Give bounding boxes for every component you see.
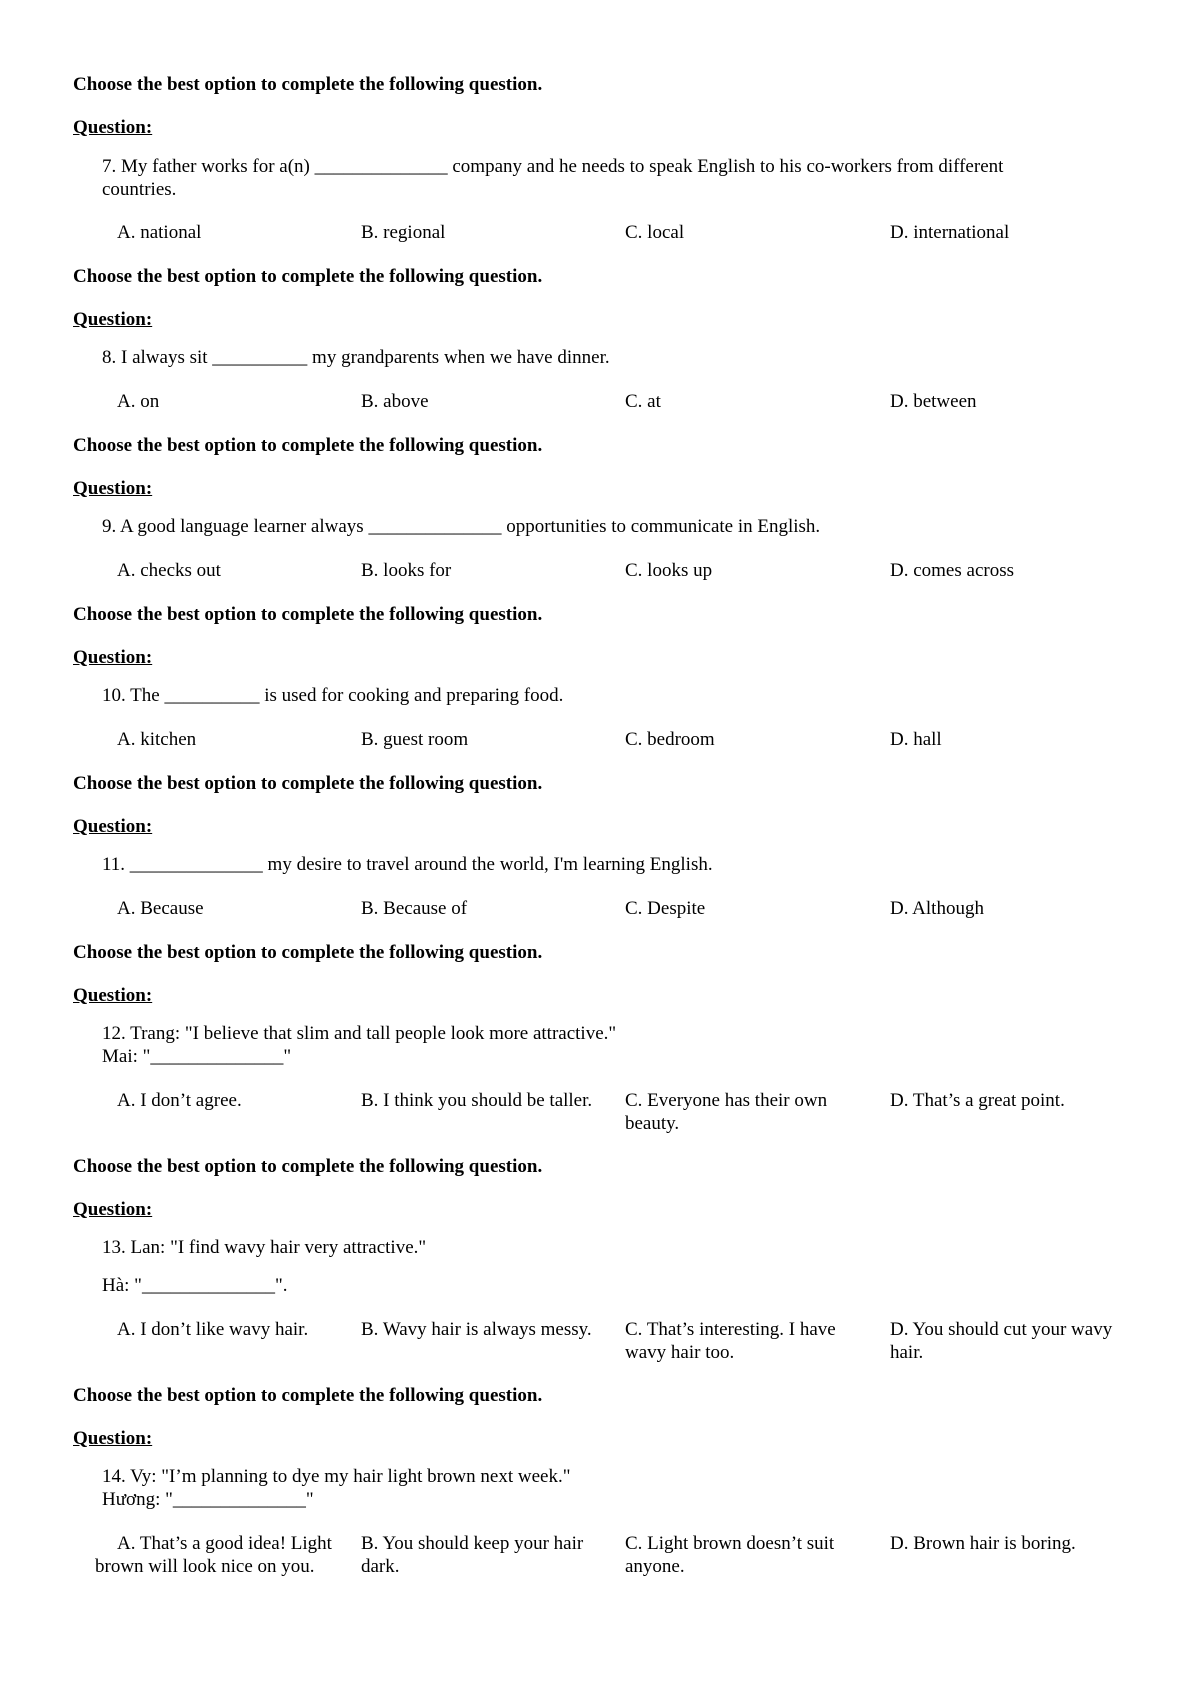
option-a[interactable]: A. kitchen [117,729,197,750]
question-stem-14 [102,1465,1102,1511]
stem-line: 13. Lan: "I find wavy hair very attractive." [102,1237,427,1258]
question-label: Question: [73,985,153,1006]
instruction: Choose the best option to complete the following question. [73,1385,543,1406]
stem-line: Hương: "______________" [102,1489,314,1510]
question-stem-13 [102,1236,1102,1297]
option-c[interactable]: C. bedroom [625,729,715,750]
option-d[interactable]: D. Although [890,898,984,919]
option-c[interactable]: C. Despite [625,898,706,919]
option-b[interactable]: B. looks for [361,560,452,581]
option-b[interactable]: B. Because of [361,898,468,919]
option-b[interactable]: B. guest room [361,729,469,750]
instruction: Choose the best option to complete the following question. [73,1156,543,1177]
option-d[interactable]: D. That’s a great point. [890,1090,1065,1111]
question-stem-9 [102,515,1102,538]
stem-line: 11. ______________ my desire to travel around the world, I'm learning English. [102,854,713,875]
option-a[interactable]: A. Because [117,898,204,919]
option-d[interactable]: D. hall [890,729,942,750]
option-c[interactable]: C. at [625,391,661,412]
option-c[interactable]: C. looks up [625,560,713,581]
option-a[interactable]: A. I don’t agree. [117,1090,242,1111]
option-a[interactable]: A. national [117,222,202,243]
stem-line: countries. [102,179,177,200]
question-label: Question: [73,647,153,668]
option-b[interactable]: B. You should keep your hair dark. [361,1533,584,1577]
option-b[interactable]: B. above [361,391,429,412]
instruction: Choose the best option to complete the following question. [73,435,543,456]
stem-line: Mai: "______________" [102,1046,292,1067]
instruction: Choose the best option to complete the following question. [73,74,543,95]
question-stem-10 [102,684,1102,707]
question-label: Question: [73,1428,153,1449]
option-a[interactable]: A. checks out [117,560,221,581]
option-d[interactable]: D. international [890,222,1010,243]
option-d[interactable]: D. comes across [890,560,1014,581]
stem-line: 12. Trang: "I believe that slim and tall people look more attractive." [102,1023,617,1044]
instruction: Choose the best option to complete the following question. [73,604,543,625]
option-a[interactable]: A. on [117,391,160,412]
stem-line: Hà: "______________". [102,1275,288,1296]
option-c[interactable]: C. Light brown doesn’t suit anyone. [625,1533,835,1577]
stem-line: 9. A good language learner always ______________ opportunities to communicate in English. [102,516,821,537]
question-label: Question: [73,1199,153,1220]
option-a[interactable]: A. That’s a good idea! Light brown will look nice on you. [95,1533,332,1577]
question-stem-12 [102,1022,1102,1068]
option-d[interactable]: D. Brown hair is boring. [890,1533,1076,1554]
question-stem-11 [102,853,1102,876]
stem-line: 14. Vy: "I’m planning to dye my hair light brown next week." [102,1466,571,1487]
option-c[interactable]: C. That’s interesting. I have wavy hair too. [625,1319,836,1363]
instruction: Choose the best option to complete the following question. [73,773,543,794]
question-label: Question: [73,478,153,499]
option-b[interactable]: B. Wavy hair is always messy. [361,1319,592,1340]
stem-line: 10. The __________ is used for cooking and preparing food. [102,685,564,706]
option-d[interactable]: D. between [890,391,977,412]
option-b[interactable]: B. I think you should be taller. [361,1090,593,1111]
option-d[interactable]: D. You should cut your wavy hair. [890,1319,1113,1363]
question-label: Question: [73,816,153,837]
option-c[interactable]: C. Everyone has their own beauty. [625,1090,828,1134]
instruction: Choose the best option to complete the following question. [73,942,543,963]
stem-line: 8. I always sit __________ my grandparents when we have dinner. [102,347,610,368]
option-c[interactable]: C. local [625,222,685,243]
question-label: Question: [73,117,153,138]
stem-line: 7. My father works for a(n) ______________ company and he needs to speak English to his co-workers from different [102,156,1004,177]
option-b[interactable]: B. regional [361,222,446,243]
question-label: Question: [73,309,153,330]
instruction: Choose the best option to complete the following question. [73,266,543,287]
question-stem-8 [102,346,1102,369]
question-stem-7 [102,155,1102,201]
option-a[interactable]: A. I don’t like wavy hair. [117,1319,309,1340]
